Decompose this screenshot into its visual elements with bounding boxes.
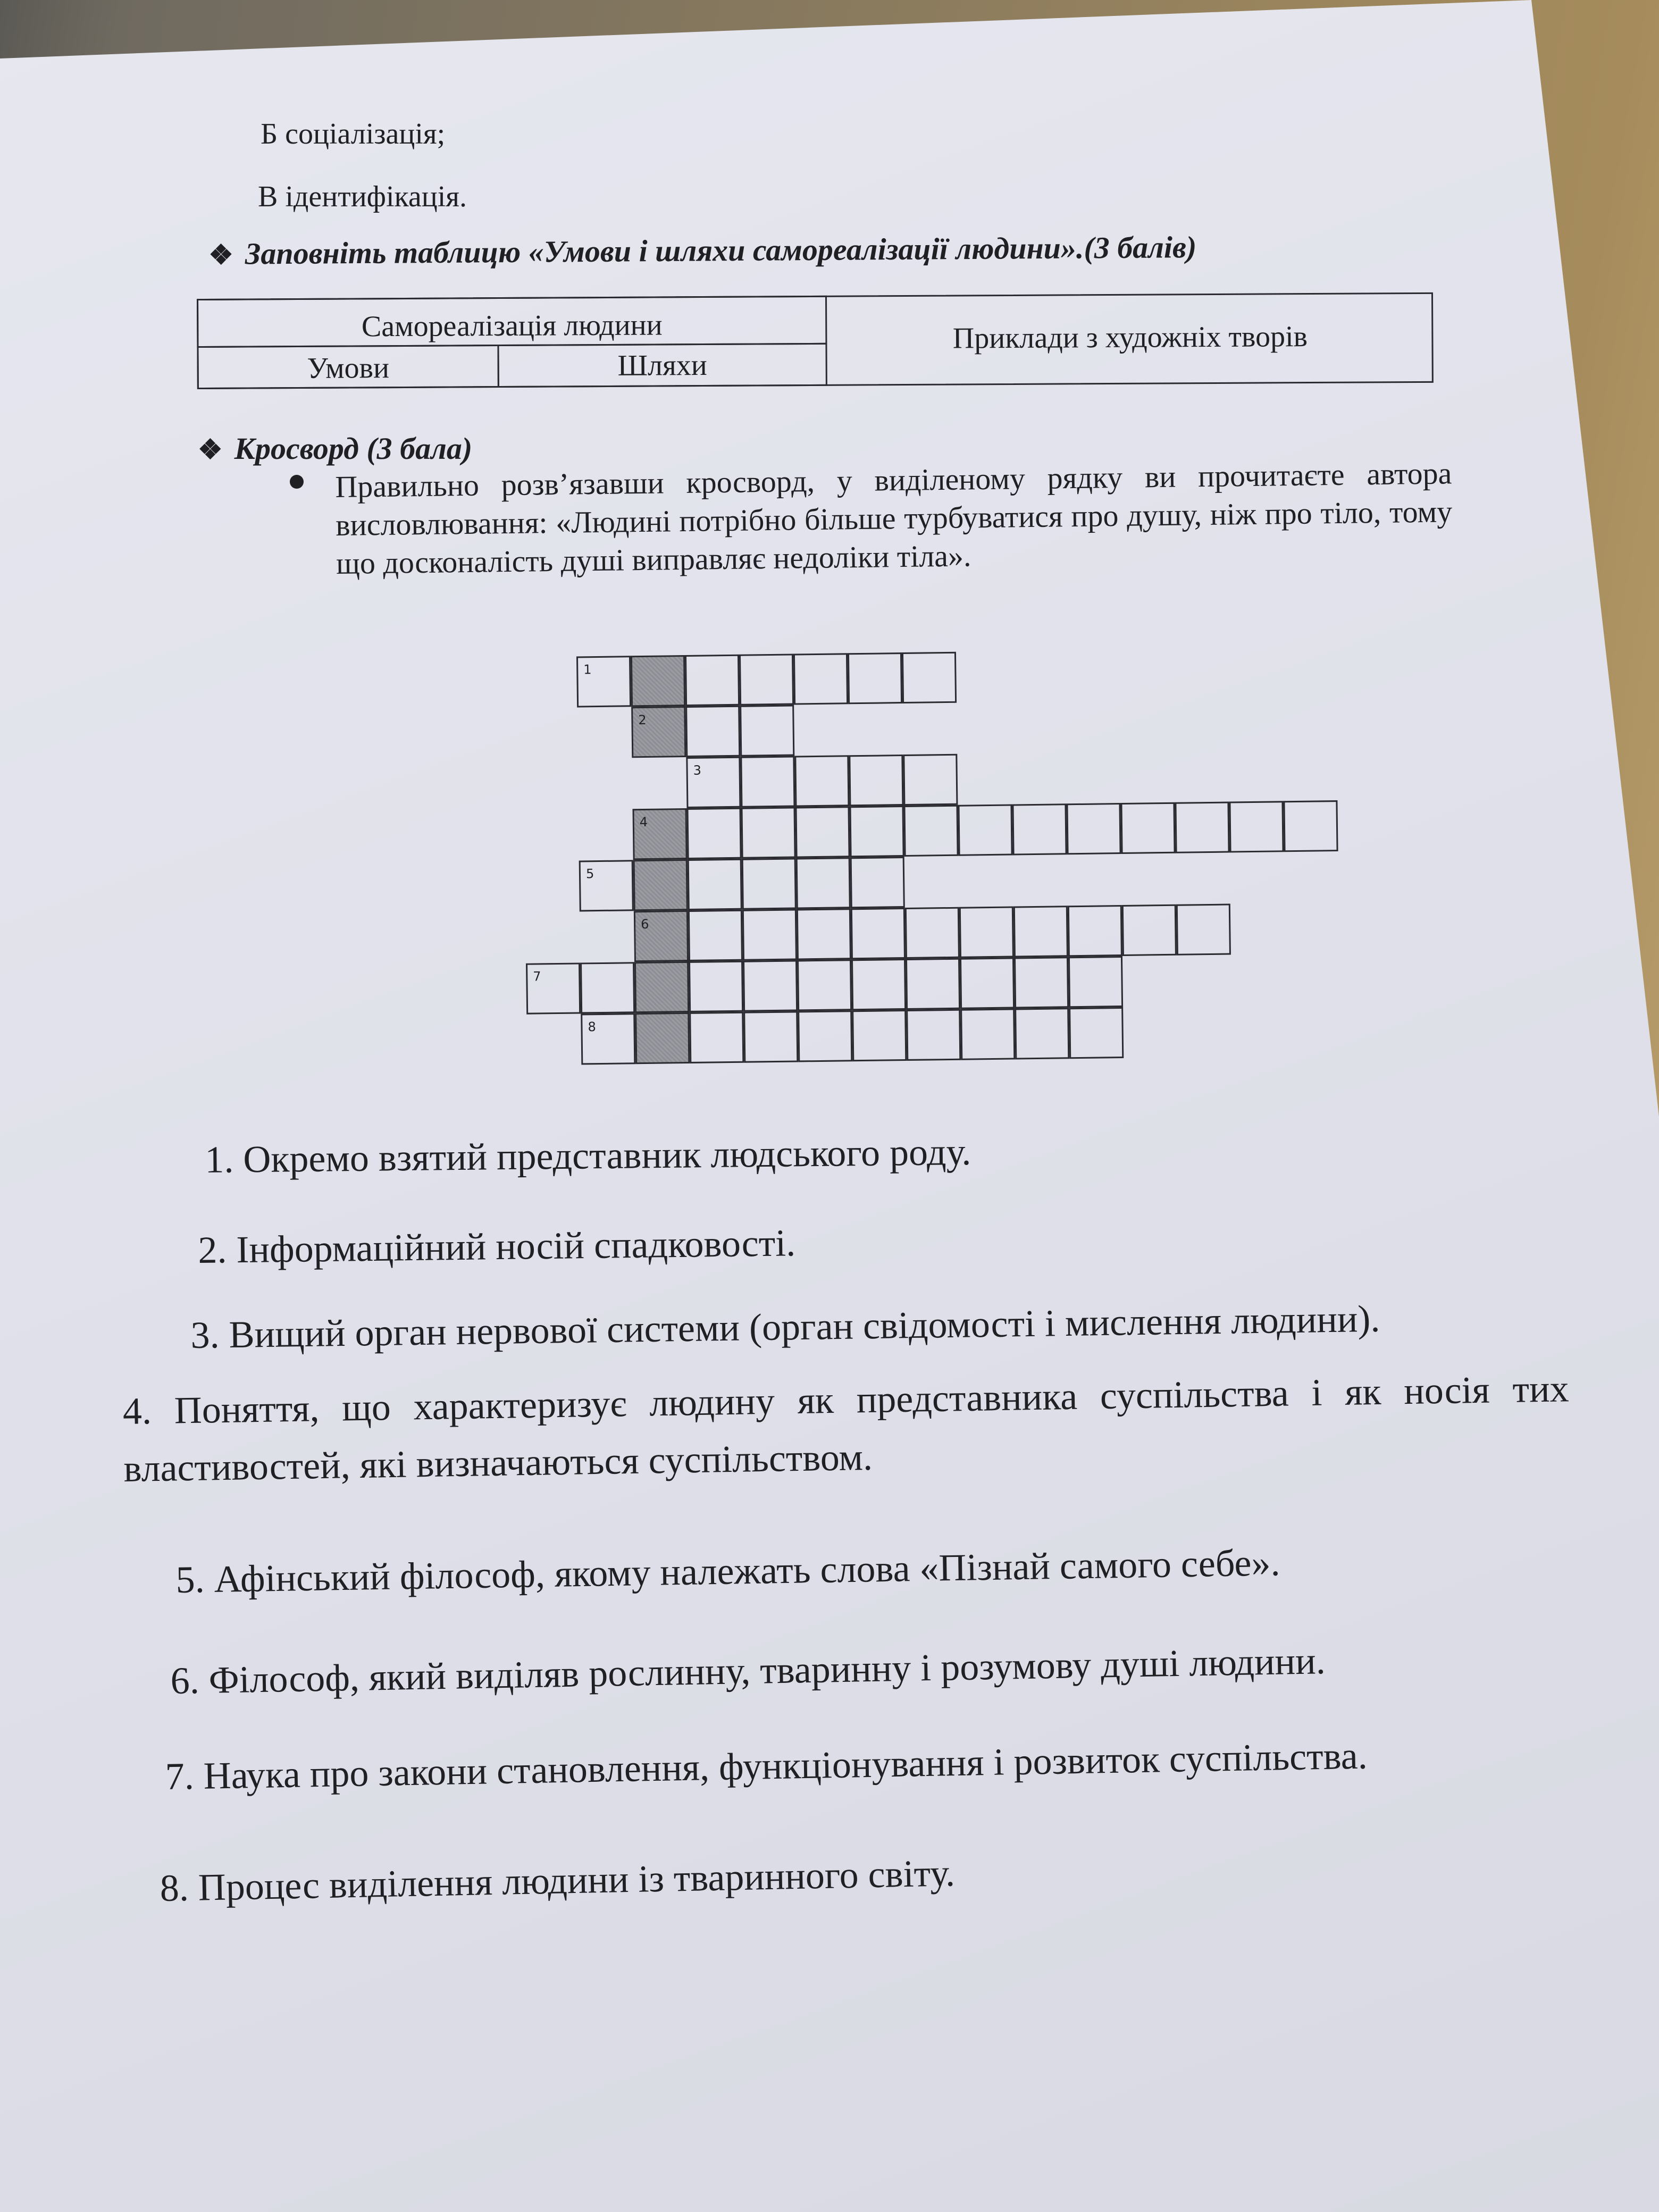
clue-7: 7. Наука про закони становлення, функціонування і розвиток суспільства. xyxy=(165,1734,1368,1798)
crossword-cell[interactable] xyxy=(848,652,902,704)
option-b: Б соціалізація; xyxy=(261,118,446,150)
crossword-cell[interactable] xyxy=(1283,800,1338,852)
crossword-cell[interactable] xyxy=(1066,803,1121,854)
crossword-cell[interactable] xyxy=(1015,1008,1069,1059)
crossword-cell[interactable] xyxy=(632,808,687,860)
crossword-cell[interactable] xyxy=(1069,1007,1124,1059)
clue-5: 5. Афінський філософ, якому належать слова «Пізнай самого себе». xyxy=(175,1541,1280,1601)
crossword-cell[interactable] xyxy=(1068,905,1122,957)
crossword-cell[interactable] xyxy=(850,857,905,908)
self-realization-table xyxy=(197,292,1434,389)
crossword-cell[interactable] xyxy=(631,706,686,758)
crossword-cell[interactable] xyxy=(685,655,740,706)
table-col-ways: Шляхи xyxy=(617,348,707,382)
crossword-cell[interactable] xyxy=(905,907,960,959)
crossword-cell[interactable] xyxy=(634,910,689,962)
crossword-cell[interactable] xyxy=(903,754,958,806)
crossword-cell[interactable] xyxy=(851,908,906,959)
crossword-cell[interactable] xyxy=(634,961,689,1013)
crossword-cell[interactable] xyxy=(526,962,581,1014)
crossword-cell[interactable] xyxy=(798,1010,852,1062)
crossword-cell[interactable] xyxy=(797,959,852,1011)
crossword-clue-number: 4 xyxy=(639,814,648,830)
table-col-examples: Приклади з художніх творів xyxy=(952,320,1308,355)
option-v: В ідентифікація. xyxy=(258,180,467,213)
crossword-cell[interactable] xyxy=(579,860,634,911)
crossword-grid xyxy=(468,648,1260,1088)
crossword-clue-number: 8 xyxy=(588,1019,596,1035)
clue-6: 6. Філософ, який виділяв рослинну, тваринну і розумову душі людини. xyxy=(170,1639,1326,1702)
crossword-cell[interactable] xyxy=(740,705,794,757)
crossword-cell[interactable] xyxy=(689,961,743,1012)
crossword-cell[interactable] xyxy=(959,907,1014,958)
crossword-cell[interactable] xyxy=(740,756,795,808)
crossword-cell[interactable] xyxy=(903,805,958,857)
crossword-clue-number: 3 xyxy=(693,763,702,778)
crossword-cell[interactable] xyxy=(1122,904,1177,956)
crossword-cell[interactable] xyxy=(1175,802,1229,853)
crossword-clue-number: 5 xyxy=(585,866,594,882)
crossword-cell[interactable] xyxy=(1068,956,1123,1008)
crossword-cell[interactable] xyxy=(1229,801,1284,852)
crossword-cell[interactable] xyxy=(686,808,741,859)
crossword-cell[interactable] xyxy=(580,962,635,1013)
crossword-cell[interactable] xyxy=(742,909,797,960)
crossword-cell[interactable] xyxy=(743,1011,798,1062)
crossword-cell[interactable] xyxy=(849,755,903,806)
clue-3: 3. Вищий орган нервової системи (орган свідомості і мислення людини). xyxy=(190,1297,1380,1356)
crossword-instruction: Правильно розв’язавши кросворд, у виділеному рядку ви прочитаєте автора висловлювання: «Людині потрібно більше турбуватися про душу, ніж про тіло, тому що досконалість душі виправляє недоліки тіла». xyxy=(335,456,1453,581)
crossword-cell[interactable] xyxy=(741,807,795,859)
crossword-cell[interactable] xyxy=(685,706,740,757)
task1-heading xyxy=(208,229,1197,272)
clue-1: 1. Окремо взятий представник людського роду. xyxy=(205,1130,971,1181)
crossword-cell[interactable] xyxy=(796,857,851,909)
task1-title: Заповніть таблицю «Умови і шляхи самореалізації людини».(3 балів) xyxy=(245,230,1197,271)
crossword-clue-number: 2 xyxy=(638,712,647,728)
crossword-cell[interactable] xyxy=(1012,803,1067,855)
crossword-cell[interactable] xyxy=(739,654,794,706)
crossword-cell[interactable] xyxy=(633,859,688,911)
crossword-cell[interactable] xyxy=(689,1012,744,1063)
clue-8: 8. Процес виділення людини із тваринного світу. xyxy=(160,1851,956,1909)
crossword-cell[interactable] xyxy=(1013,906,1068,957)
crossword-cell[interactable] xyxy=(1120,802,1175,854)
task2-heading xyxy=(198,431,472,466)
crossword-cell[interactable] xyxy=(743,960,798,1011)
crossword-clue-number: 1 xyxy=(583,662,592,677)
diamond-bullet-icon: ❖ xyxy=(208,240,234,271)
crossword-cell[interactable] xyxy=(576,656,631,707)
table-col-conditions: Умови xyxy=(307,351,390,385)
crossword-cell[interactable] xyxy=(906,1009,961,1061)
crossword-cell[interactable] xyxy=(794,755,849,807)
crossword-cell[interactable] xyxy=(849,806,904,857)
crossword-cell[interactable] xyxy=(851,959,906,1010)
clue-4: 4. Поняття, що характеризує людину як представника суспільства і як носія тих властивостей, які визначаються суспільством. xyxy=(122,1367,1570,1490)
crossword-cell[interactable] xyxy=(686,757,741,808)
bullet-dot-icon xyxy=(290,475,304,489)
crossword-cell[interactable] xyxy=(795,806,850,858)
crossword-cell[interactable] xyxy=(960,1008,1015,1060)
crossword-cell[interactable] xyxy=(906,958,960,1010)
crossword-cell[interactable] xyxy=(793,653,848,705)
table-group-header: Самореалізація людини xyxy=(361,308,663,343)
clue-2: 2. Інформаційний носій спадковості. xyxy=(198,1221,796,1271)
crossword-cell[interactable] xyxy=(635,1012,690,1064)
crossword-cell[interactable] xyxy=(958,805,1012,856)
crossword-cell[interactable] xyxy=(1014,957,1069,1008)
task2-title: Кросворд (3 бала) xyxy=(234,431,473,466)
crossword-cell[interactable] xyxy=(688,910,743,961)
crossword-cell[interactable] xyxy=(797,908,851,960)
crossword-cell[interactable] xyxy=(581,1013,635,1065)
crossword-cell[interactable] xyxy=(1176,904,1231,956)
crossword-cell[interactable] xyxy=(631,655,685,707)
crossword-cell[interactable] xyxy=(742,858,797,909)
crossword-cell[interactable] xyxy=(852,1010,907,1061)
crossword-clue-number: 7 xyxy=(533,969,541,984)
crossword-cell[interactable] xyxy=(902,652,957,703)
diamond-bullet-icon: ❖ xyxy=(198,435,223,465)
crossword-cell[interactable] xyxy=(960,957,1015,1009)
crossword-cell[interactable] xyxy=(688,859,742,910)
crossword-clue-number: 6 xyxy=(640,916,649,932)
